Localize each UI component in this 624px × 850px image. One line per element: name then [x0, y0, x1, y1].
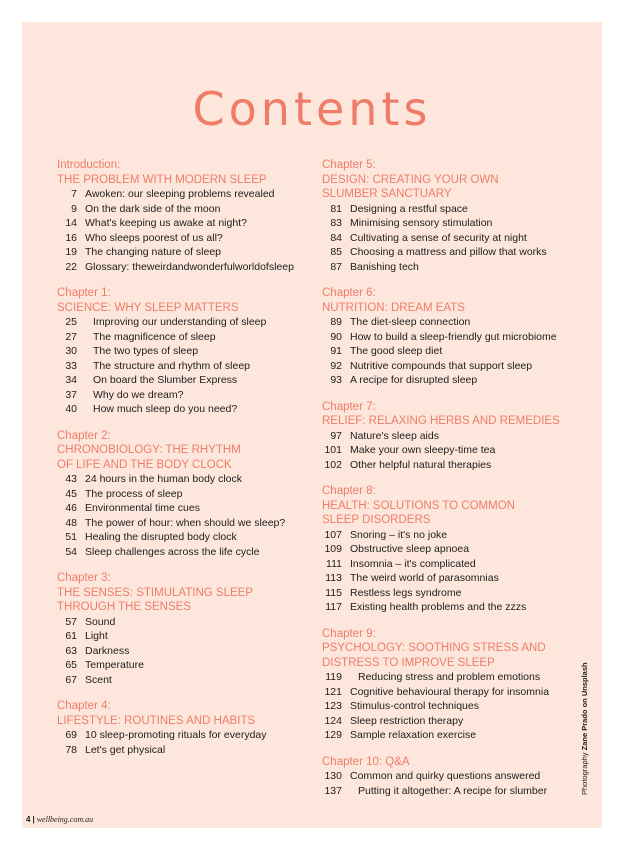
toc-entry — [57, 673, 312, 688]
toc-entry-title: Putting it altogether: A recipe for slumber — [358, 784, 548, 797]
footer-page-number: 4 — [26, 815, 31, 824]
toc-entry — [322, 443, 584, 458]
footer-separator: | — [32, 815, 35, 824]
toc-entry-title: The diet-sleep connection — [350, 316, 471, 328]
photo-credit — [580, 662, 589, 795]
toc-page-number: 81 — [330, 202, 342, 215]
toc-page-number: 61 — [65, 630, 77, 642]
chapter-title: Chapter 2: CHRONOBIOLOGY: THE RHYTHM OF LIFE AND THE BODY CLOCK — [57, 429, 241, 471]
toc-entry-title: Choosing a mattress and pillow that works — [350, 246, 547, 258]
toc-entry — [57, 644, 312, 659]
toc-page-number: 87 — [330, 260, 342, 273]
chapter-section — [57, 571, 312, 687]
toc-page-number: 119 — [325, 671, 342, 683]
chapter-title: Chapter 5: DESIGN: CREATING YOUR OWN SLUMBER SANCTUARY — [322, 159, 499, 200]
chapter-title: Chapter 6: NUTRITION: DREAM EATS — [322, 287, 465, 314]
toc-entry — [57, 728, 312, 743]
toc-page-number: 19 — [65, 246, 77, 258]
toc-entry-title: Banishing tech — [350, 260, 419, 273]
toc-entry — [57, 743, 312, 758]
toc-page-number: 121 — [324, 685, 342, 698]
toc-entry — [322, 231, 584, 246]
toc-entry-title: The structure and rhythm of sleep — [93, 359, 250, 372]
toc-page-number: 43 — [65, 473, 77, 485]
toc-entry-title: Scent — [85, 673, 112, 686]
toc-entry-title: Sample relaxation exercise — [350, 729, 477, 741]
toc-entry-title: Other helpful natural therapies — [350, 458, 492, 471]
toc-page-number: 90 — [330, 330, 342, 343]
toc-page-number: 40 — [65, 403, 77, 415]
toc-entry-title: Sleep restriction therapy — [350, 714, 464, 727]
toc-entry-title: A recipe for disrupted sleep — [350, 374, 478, 386]
toc-entry-title: Restless legs syndrome — [350, 586, 462, 599]
toc-entry — [57, 187, 312, 202]
toc-entry-title: Healing the disrupted body clock — [85, 531, 237, 543]
toc-entry-title: The changing nature of sleep — [85, 246, 222, 258]
toc-entry-title: The magnificence of sleep — [93, 330, 216, 343]
toc-entry-title: Stimulus-control techniques — [350, 700, 479, 712]
toc-page-number: 45 — [65, 487, 77, 500]
toc-entry-title: Light — [85, 630, 108, 642]
toc-entry — [57, 245, 312, 260]
toc-entry — [57, 202, 312, 217]
footer-site: wellbeing.com.au — [36, 815, 94, 824]
toc-entry-title: Darkness — [85, 644, 130, 657]
toc-entry-title: What's keeping us awake at night? — [85, 217, 247, 229]
toc-entry-title: The power of hour: when should we sleep? — [85, 516, 286, 529]
toc-page-number: 111 — [326, 557, 342, 570]
toc-entry — [322, 600, 584, 615]
toc-page-number: 78 — [65, 743, 77, 756]
toc-entry — [57, 615, 312, 630]
toc-entry — [322, 429, 584, 444]
toc-page-number: 57 — [65, 615, 77, 628]
toc-entry-title: The weird world of parasomnias — [350, 572, 499, 584]
toc-entry — [322, 685, 584, 700]
toc-entry-title: Sleep challenges across the life cycle — [85, 545, 260, 558]
toc-entry — [57, 330, 312, 345]
toc-entry-title: Nutritive compounds that support sleep — [350, 359, 533, 372]
toc-page-number: 113 — [325, 572, 342, 584]
toc-page-number: 14 — [65, 217, 77, 229]
toc-page-number: 65 — [65, 659, 77, 671]
chapter-section — [322, 158, 584, 274]
toc-page-number: 22 — [65, 260, 77, 273]
toc-page-number: 27 — [65, 330, 77, 343]
toc-entry-title: 10 sleep-promoting rituals for everyday — [85, 729, 267, 741]
toc-page-number: 30 — [65, 345, 77, 357]
page-title: Contents — [192, 82, 432, 136]
toc-entry-title: The two types of sleep — [93, 345, 199, 357]
page-footer — [26, 815, 93, 824]
toc-entry — [57, 231, 312, 246]
toc-page-number: 109 — [324, 543, 342, 555]
toc-page-number: 69 — [65, 729, 77, 741]
toc-entry-title: The good sleep diet — [350, 345, 443, 357]
toc-entry — [322, 571, 584, 586]
toc-entry — [57, 373, 312, 388]
toc-entry — [322, 458, 584, 473]
toc-page-number: 137 — [324, 784, 342, 797]
toc-page-number: 33 — [65, 359, 77, 372]
toc-page-number: 16 — [65, 231, 77, 244]
toc-entry — [322, 330, 584, 345]
chapter-title: Chapter 9: PSYCHOLOGY: SOOTHING STRESS AND DISTRESS TO IMPROVE SLEEP — [322, 627, 546, 669]
toc-entry — [322, 315, 584, 330]
toc-entry — [322, 373, 584, 388]
toc-page-number: 67 — [65, 673, 77, 686]
toc-entry — [57, 516, 312, 531]
toc-entry — [57, 545, 312, 560]
toc-entry-title: Sound — [85, 615, 116, 628]
toc-entry-title: Insomnia – it's complicated — [350, 557, 476, 570]
toc-entry — [322, 216, 584, 231]
photo-credit-text: Zane Prado on Unsplash — [580, 662, 589, 751]
toc-page-number: 85 — [330, 246, 342, 258]
toc-entry-title: How to build a sleep-friendly gut microbiome — [350, 330, 557, 343]
chapter-section — [57, 699, 312, 757]
toc-entry — [57, 530, 312, 545]
toc-entry-title: The process of sleep — [85, 487, 183, 500]
toc-entry-title: Awoken: our sleeping problems revealed — [85, 188, 275, 200]
toc-page-number: 7 — [71, 188, 77, 200]
toc-page-number: 129 — [324, 729, 342, 741]
toc-entry — [322, 528, 584, 543]
toc-entry-title: Cultivating a sense of security at night — [350, 231, 527, 244]
toc-entry-title: Nature's sleep aids — [350, 429, 439, 442]
toc-page-number: 115 — [325, 586, 342, 599]
chapter-title: Chapter 4: LIFESTYLE: ROUTINES AND HABITS — [57, 700, 256, 727]
toc-page-number: 34 — [65, 374, 77, 386]
toc-entry — [57, 501, 312, 516]
toc-entry — [57, 260, 312, 275]
toc-page-number: 117 — [325, 601, 342, 613]
toc-entry — [322, 769, 584, 784]
toc-entry — [57, 402, 312, 417]
toc-page-number: 51 — [65, 531, 77, 543]
toc-entry-title: 24 hours in the human body clock — [85, 473, 243, 485]
toc-entry-title: Common and quirky questions answered — [350, 770, 541, 782]
toc-page-number: 130 — [324, 770, 342, 782]
toc-entry-title: Why do we dream? — [93, 388, 184, 401]
toc-page-number: 102 — [324, 458, 342, 471]
toc-entry-title: Environmental time cues — [85, 502, 200, 514]
toc-page-number: 25 — [65, 316, 77, 328]
contents-left-column — [57, 158, 312, 769]
toc-page-number: 97 — [330, 429, 342, 442]
toc-page-number: 46 — [65, 502, 77, 514]
chapter-section — [322, 484, 584, 615]
toc-page-number: 89 — [330, 316, 342, 328]
toc-page-number: 63 — [65, 644, 77, 657]
toc-entry-title: Obstructive sleep apnoea — [350, 543, 470, 555]
toc-entry — [322, 557, 584, 572]
toc-page-number: 92 — [330, 359, 342, 372]
toc-page-number: 48 — [65, 516, 77, 529]
chapter-section — [322, 627, 584, 743]
toc-entry-title: Snoring – it's no joke — [350, 528, 448, 541]
toc-entry-title: Reducing stress and problem emotions — [358, 671, 541, 683]
chapter-title: Chapter 7: RELIEF: RELAXING HERBS AND REMEDIES — [322, 400, 560, 427]
toc-entry — [322, 359, 584, 374]
toc-entry-title: Improving our understanding of sleep — [93, 316, 267, 328]
toc-entry — [57, 658, 312, 673]
toc-page-number: 91 — [330, 345, 342, 357]
chapter-title: Introduction: THE PROBLEM WITH MODERN SLEEP — [57, 159, 267, 186]
toc-entry — [57, 359, 312, 374]
toc-entry-title: On the dark side of the moon — [85, 202, 221, 215]
toc-page-number: 124 — [324, 714, 342, 727]
toc-entry-title: Cognitive behavioural therapy for insomnia — [350, 685, 550, 698]
chapter-section — [57, 429, 312, 560]
toc-page-number: 83 — [330, 217, 342, 229]
toc-entry — [322, 542, 584, 557]
toc-entry-title: Make your own sleepy-time tea — [350, 444, 496, 456]
chapter-section — [57, 158, 312, 274]
toc-entry-title: Temperature — [85, 659, 144, 671]
toc-entry-title: Existing health problems and the zzzs — [350, 601, 527, 613]
toc-page-number: 84 — [330, 231, 342, 244]
toc-entry — [322, 586, 584, 601]
toc-entry — [322, 202, 584, 217]
chapter-section — [322, 755, 584, 799]
toc-entry — [322, 699, 584, 714]
chapter-section — [322, 400, 584, 473]
toc-page-number: 54 — [65, 545, 77, 558]
toc-page-number: 123 — [324, 700, 342, 712]
toc-entry — [57, 344, 312, 359]
toc-entry-title: How much sleep do you need? — [93, 403, 238, 415]
toc-page-number: 101 — [324, 444, 342, 456]
toc-entry — [57, 487, 312, 502]
contents-right-column — [322, 158, 584, 810]
toc-entry-title: Designing a restful space — [350, 202, 468, 215]
toc-entry-title: Let's get physical — [85, 743, 166, 756]
toc-entry — [57, 472, 312, 487]
chapter-title: Chapter 10: Q&A — [322, 755, 410, 768]
chapter-section — [57, 286, 312, 417]
toc-entry-title: Minimising sensory stimulation — [350, 217, 493, 229]
toc-page-number: 37 — [65, 388, 77, 401]
toc-entry — [57, 216, 312, 231]
photo-credit-label: Photography — [580, 752, 589, 795]
chapter-section — [322, 286, 584, 388]
toc-entry-title: On board the Slumber Express — [93, 374, 238, 386]
toc-entry — [57, 315, 312, 330]
toc-entry-title: Who sleeps poorest of us all? — [85, 231, 223, 244]
toc-page-number: 9 — [71, 202, 77, 215]
toc-entry-title: Glossary: theweirdandwonderfulworldofsleep — [85, 260, 294, 273]
toc-entry — [322, 260, 584, 275]
toc-entry — [322, 245, 584, 260]
chapter-title: Chapter 1: SCIENCE: WHY SLEEP MATTERS — [57, 287, 239, 314]
toc-page-number: 107 — [324, 528, 342, 541]
toc-entry — [322, 728, 584, 743]
toc-entry — [57, 629, 312, 644]
toc-entry — [322, 344, 584, 359]
toc-entry — [322, 714, 584, 729]
toc-page-number: 93 — [330, 374, 342, 386]
chapter-title: Chapter 3: THE SENSES: STIMULATING SLEEP THROUGH THE SENSES — [57, 572, 253, 613]
toc-entry — [322, 670, 584, 685]
toc-entry — [57, 388, 312, 403]
toc-entry — [322, 784, 584, 799]
chapter-title: Chapter 8: HEALTH: SOLUTIONS TO COMMON SLEEP DISORDERS — [322, 485, 515, 526]
